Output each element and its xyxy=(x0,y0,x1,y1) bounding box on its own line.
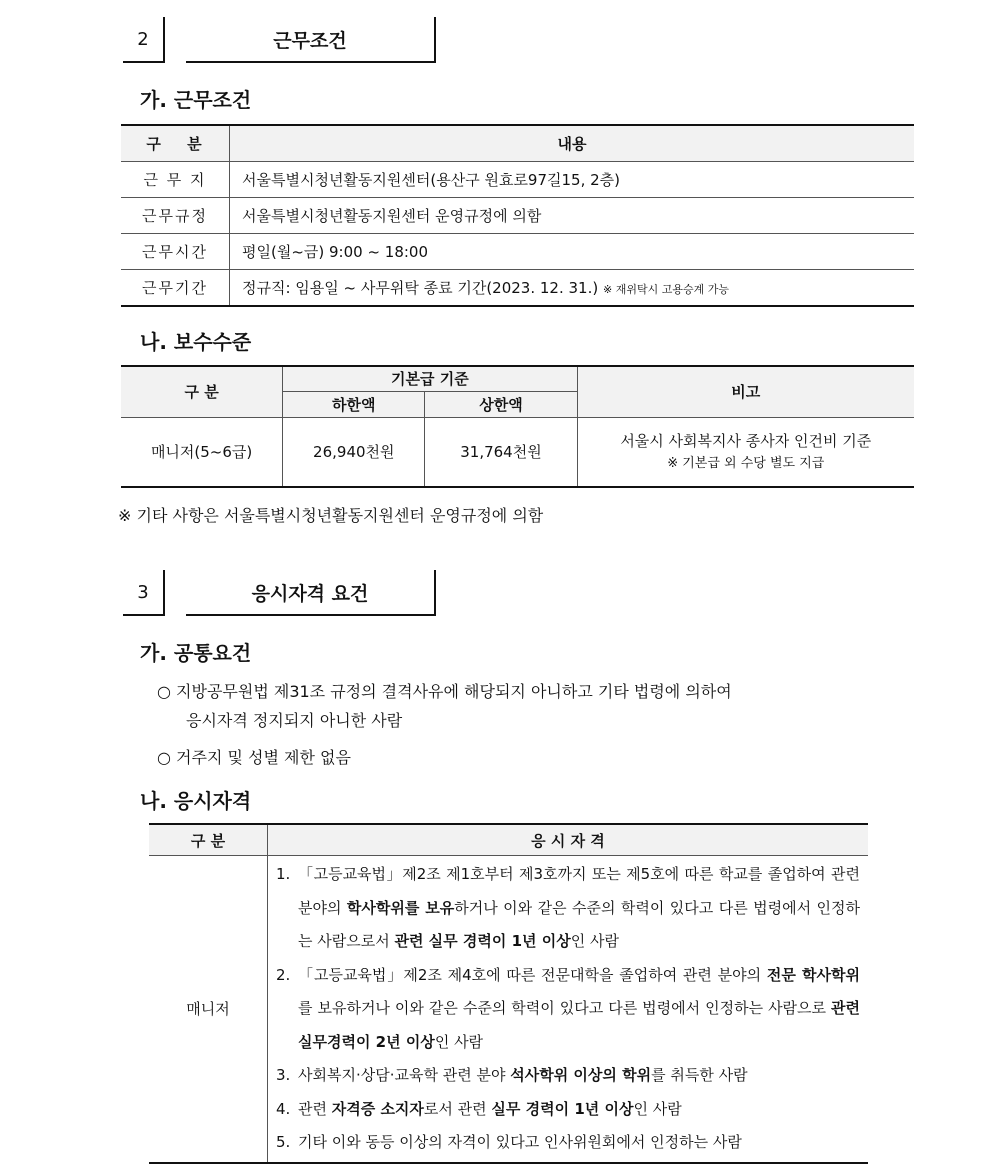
item-number: 2. xyxy=(276,965,291,984)
row-value xyxy=(230,270,915,307)
section-number: 3 xyxy=(123,570,165,616)
list-item xyxy=(276,1093,860,1127)
item-bold-text: 관련 실무 경력이 1년 이상 xyxy=(394,932,571,950)
column-header: 응 시 자 격 xyxy=(268,824,869,856)
section-title: 근무조건 xyxy=(186,17,436,63)
column-header: 구 분 xyxy=(121,125,230,162)
pay-min: 26,940천원 xyxy=(283,417,425,487)
item-number: 3. xyxy=(276,1066,291,1084)
row-value-text: 서울특별시청년활동지원센터(용산구 원효로97길15, 2층) xyxy=(242,171,621,189)
list-item xyxy=(276,959,860,1060)
row-value xyxy=(230,198,915,234)
row-value xyxy=(230,162,915,198)
item-text: 기타 이와 동등 이상의 자격이 있다고 인사위원회에서 인정하는 사람 xyxy=(298,1133,742,1151)
column-header: 기본급 기준 xyxy=(283,366,577,391)
row-value xyxy=(230,234,915,270)
table-row xyxy=(149,856,868,1163)
item-bold-text: 관련 실무경력이 2년 이상 xyxy=(298,999,860,1051)
item-number: 1. xyxy=(276,865,291,883)
row-note: ※ 재위탁시 고용승계 가능 xyxy=(603,283,729,296)
pay-table xyxy=(121,365,914,488)
pay-max: 31,764천원 xyxy=(425,417,577,487)
section-title: 응시자격 요건 xyxy=(186,570,436,616)
column-header: 비고 xyxy=(577,366,914,417)
item-text: 인 사람 xyxy=(570,932,619,950)
remark-line: 서울시 사회복지사 종사자 인건비 기준 xyxy=(620,431,872,450)
row-label: 근무시간 xyxy=(121,234,230,270)
qual-items xyxy=(268,856,869,1163)
footnote: ※ 기타 사항은 서울특별시청년활동지원센터 운영규정에 의함 xyxy=(118,506,544,525)
table-header-row xyxy=(121,125,914,162)
qual-category: 매니저 xyxy=(149,856,268,1163)
item-text: 관련 xyxy=(298,1099,332,1118)
item-bold-text: 전문 학사학위 xyxy=(766,965,860,984)
item-text: 하거나 이와 같은 수준의 학력이 있다고 다른 법령에서 인정하는 사람으로서 xyxy=(298,898,860,950)
qualification-table xyxy=(149,823,868,1164)
item-number: 5. xyxy=(276,1133,291,1151)
subsection-heading: 나. 응시자격 xyxy=(140,789,252,813)
work-conditions-table xyxy=(121,124,914,307)
column-header: 상한액 xyxy=(425,391,577,417)
row-value-text: 서울특별시청년활동지원센터 운영규정에 의함 xyxy=(242,207,542,225)
column-header: 하한액 xyxy=(283,391,425,417)
subsection-heading: 가. 공통요건 xyxy=(140,641,252,665)
pay-remark xyxy=(577,417,914,487)
item-bold-text: 실무 경력이 1년 이상 xyxy=(491,1099,634,1118)
remark-line: ※ 기본급 외 수당 별도 지급 xyxy=(667,455,825,471)
row-label: 근 무 지 xyxy=(121,162,230,198)
list-item-line: ○ 거주지 및 성별 제한 없음 xyxy=(157,748,351,767)
section-number: 2 xyxy=(123,17,165,63)
item-text: 인 사람 xyxy=(633,1099,682,1118)
item-text: 를 보유하거나 이와 같은 수준의 학력이 있다고 다른 법령에서 인정하는 사람으로 xyxy=(298,999,832,1017)
pay-category: 매니저(5~6급) xyxy=(121,417,283,487)
list-item xyxy=(276,1126,860,1160)
table-row xyxy=(121,270,914,307)
list-item xyxy=(276,1059,860,1093)
row-value-text: 정규직: 임용일 ~ 사무위탁 종료 기간(2023. 12. 31.) xyxy=(242,279,599,297)
column-header: 구 분 xyxy=(121,366,283,417)
item-text: 「고등교육법」제2조 제4호에 따른 전문대학을 졸업하여 관련 분야의 xyxy=(298,965,767,984)
row-label: 근무기간 xyxy=(121,270,230,307)
item-text: 를 취득한 사람 xyxy=(651,1066,748,1084)
item-bold-text: 자격증 소지자 xyxy=(331,1099,424,1118)
table-row xyxy=(121,417,914,487)
subsection-heading: 가. 근무조건 xyxy=(140,88,252,112)
table-row xyxy=(121,234,914,270)
table-row xyxy=(121,198,914,234)
table-row xyxy=(121,162,914,198)
subsection-heading: 나. 보수수준 xyxy=(140,330,252,354)
column-header: 내용 xyxy=(230,125,915,162)
column-header: 구 분 xyxy=(149,824,268,856)
table-header-row xyxy=(121,366,914,391)
list-item xyxy=(157,743,351,772)
item-text: 사회복지·상담·교육학 관련 분야 xyxy=(298,1066,511,1084)
item-bold-text: 학사학위를 보유 xyxy=(346,898,455,917)
table-header-row xyxy=(149,824,868,856)
list-item xyxy=(157,677,732,735)
list-item-line: ○ 지방공무원법 제31조 규정의 결격사유에 해당되지 아니하고 기타 법령에 의하여 xyxy=(157,682,732,701)
list-item-line: 응시자격 정지되지 아니한 사람 xyxy=(186,711,403,730)
item-number: 4. xyxy=(276,1099,291,1118)
item-text: 「고등교육법」제2조 제1호부터 제3호까지 또는 제5호에 따른 학교를 졸업하여 관련분야의 xyxy=(298,865,860,917)
row-label: 근무규정 xyxy=(121,198,230,234)
item-bold-text: 석사학위 이상의 학위 xyxy=(510,1066,652,1084)
item-text: 인 사람 xyxy=(434,1032,484,1051)
row-value-text: 평일(월~금) 9:00 ~ 18:00 xyxy=(242,243,429,261)
list-item xyxy=(276,858,860,959)
item-text: 로서 관련 xyxy=(423,1099,492,1118)
